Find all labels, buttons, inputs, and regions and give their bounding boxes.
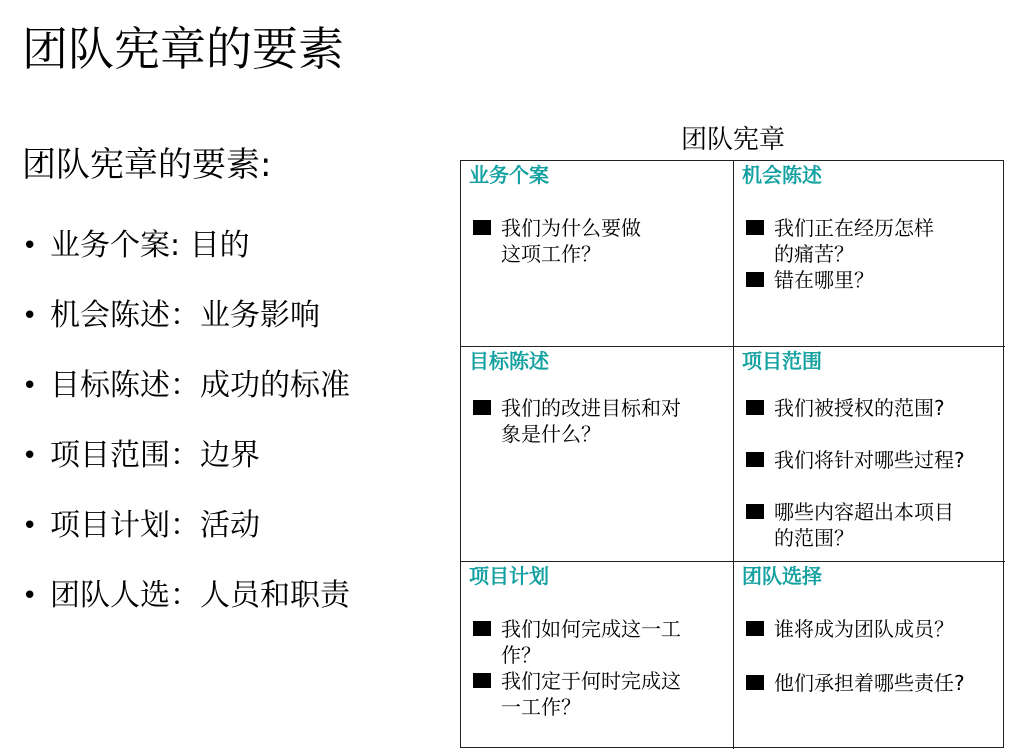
list-item bbox=[22, 432, 350, 502]
list-item-text: 团队人选：人员和职责 bbox=[50, 578, 350, 613]
question-text: 他们承担着哪些责任? bbox=[774, 671, 965, 695]
element-list bbox=[22, 222, 350, 642]
list-item-text: 项目计划：活动 bbox=[50, 508, 260, 543]
charter-cell-business-case bbox=[461, 161, 733, 347]
question-item bbox=[742, 499, 997, 551]
list-item bbox=[22, 572, 350, 642]
question-text: 我们为什么要做 这项工作？ bbox=[501, 216, 641, 266]
list-item-text: 机会陈述：业务影响 bbox=[50, 298, 320, 333]
list-item bbox=[22, 292, 350, 362]
charter-grid bbox=[460, 160, 1004, 748]
bullet-icon: • bbox=[22, 301, 38, 331]
bullet-icon: • bbox=[22, 231, 38, 261]
question-text: 错在哪里？ bbox=[774, 268, 874, 292]
bullet-icon: • bbox=[22, 371, 38, 401]
square-bullet-icon bbox=[746, 452, 764, 467]
bullet-icon: • bbox=[22, 511, 38, 541]
charter-cell-scope bbox=[733, 347, 1005, 562]
question-item bbox=[742, 447, 997, 473]
cell-heading: 项目范围 bbox=[742, 349, 822, 373]
question-item bbox=[742, 616, 997, 642]
question-item bbox=[742, 267, 997, 293]
page-title: 团队宪章的要素 bbox=[22, 22, 344, 76]
list-item-text: 目标陈述：成功的标准 bbox=[50, 368, 350, 403]
square-bullet-icon bbox=[473, 220, 491, 235]
square-bullet-icon bbox=[473, 400, 491, 415]
square-bullet-icon bbox=[473, 673, 491, 688]
bullet-icon: • bbox=[22, 441, 38, 471]
question-item bbox=[469, 395, 725, 447]
question-item bbox=[469, 616, 725, 668]
list-item bbox=[22, 222, 350, 292]
question-item bbox=[469, 668, 725, 720]
cell-heading: 项目计划 bbox=[469, 564, 549, 588]
charter-cell-opportunity bbox=[733, 161, 1005, 347]
question-text: 我们定于何时完成这 一工作？ bbox=[501, 669, 681, 719]
square-bullet-icon bbox=[473, 621, 491, 636]
charter-cell-goal bbox=[461, 347, 733, 562]
list-item-text: 业务个案: 目的 bbox=[50, 228, 250, 263]
cell-heading: 机会陈述 bbox=[742, 163, 822, 187]
cell-heading: 业务个案 bbox=[469, 163, 549, 187]
square-bullet-icon bbox=[746, 272, 764, 287]
charter-caption: 团队宪章 bbox=[680, 125, 785, 155]
cell-heading: 团队选择 bbox=[742, 564, 822, 588]
charter-cell-team bbox=[733, 562, 1005, 749]
question-text: 我们如何完成这一工 作？ bbox=[501, 617, 681, 667]
section-heading: 团队宪章的要素: bbox=[22, 145, 272, 185]
question-item bbox=[742, 395, 997, 421]
bullet-icon: • bbox=[22, 581, 38, 611]
list-item-text: 项目范围：边界 bbox=[50, 438, 260, 473]
question-item bbox=[742, 670, 997, 696]
charter-cell-plan bbox=[461, 562, 733, 749]
question-text: 哪些内容超出本项目 的范围？ bbox=[774, 500, 954, 550]
square-bullet-icon bbox=[746, 675, 764, 690]
list-item bbox=[22, 362, 350, 432]
square-bullet-icon bbox=[746, 400, 764, 415]
list-item bbox=[22, 502, 350, 572]
question-text: 谁将成为团队成员？ bbox=[774, 617, 954, 641]
question-item bbox=[742, 215, 997, 267]
question-text: 我们正在经历怎样 的痛苦？ bbox=[774, 216, 934, 266]
question-text: 我们将针对哪些过程? bbox=[774, 448, 965, 472]
square-bullet-icon bbox=[746, 621, 764, 636]
question-text: 我们的改进目标和对 象是什么？ bbox=[501, 396, 681, 446]
square-bullet-icon bbox=[746, 220, 764, 235]
question-item bbox=[469, 215, 725, 267]
cell-heading: 目标陈述 bbox=[469, 349, 549, 373]
question-text: 我们被授权的范围? bbox=[774, 396, 945, 420]
square-bullet-icon bbox=[746, 504, 764, 519]
